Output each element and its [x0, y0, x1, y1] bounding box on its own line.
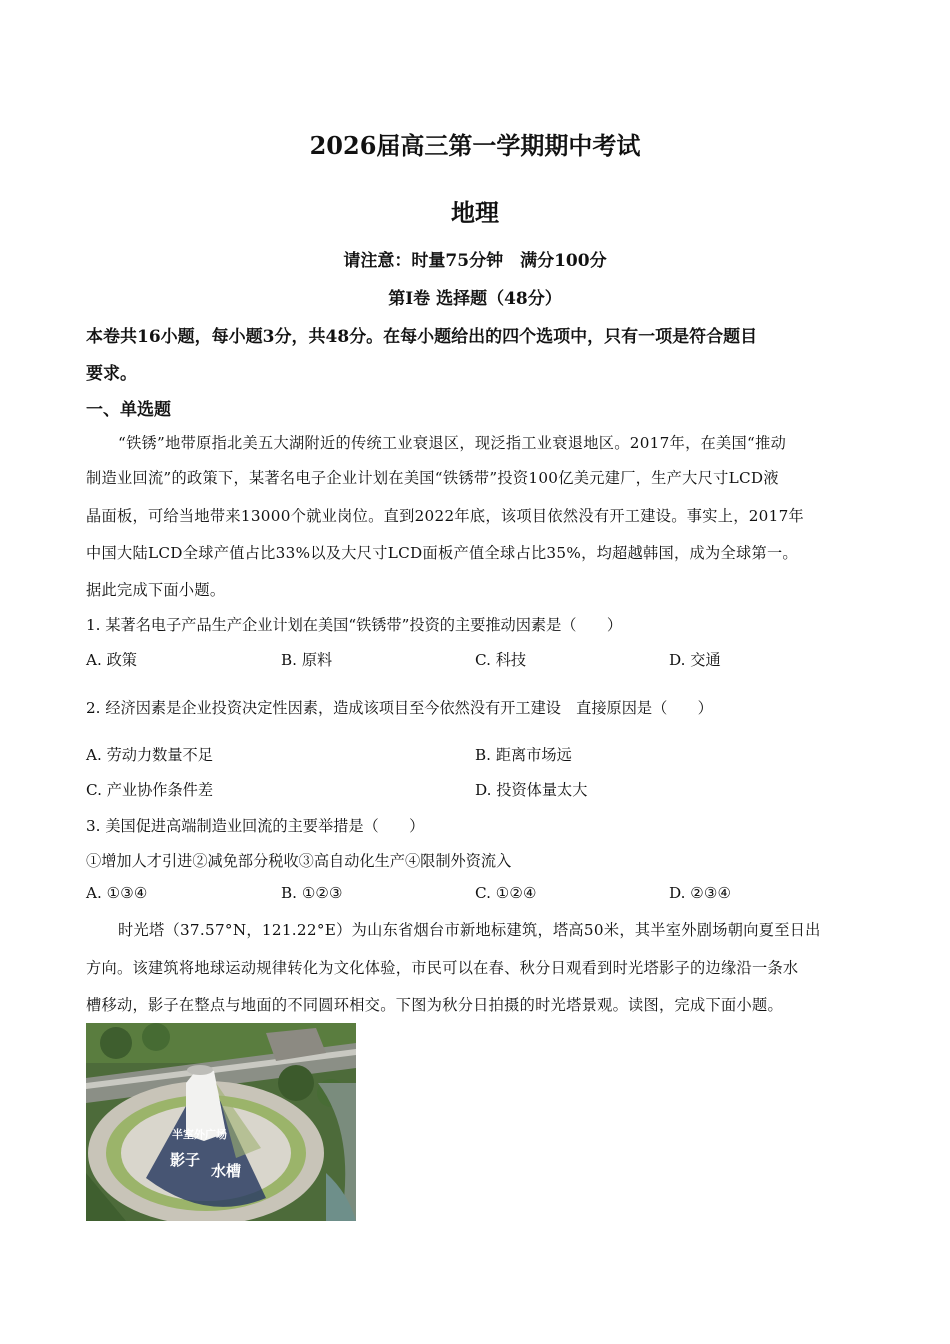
exam-title: 2026届高三第一学期期中考试	[309, 131, 641, 160]
passage1-line: 制造业回流”的政策下，某著名电子企业计划在美国“铁锈带”投资100亿美元建厂，生产大尺寸LCD液	[86, 469, 779, 487]
instructions-line-2: 要求。	[86, 364, 137, 384]
instructions-line-1: 本卷共16小题，每小题3分，共48分。在每小题给出的四个选项中，只有一项是符合题目	[86, 327, 758, 347]
passage2-line: 方向。该建筑将地球运动规律转化为文化体验，市民可以在春、秋分日观看到时光塔影子的边缘沿一条水	[86, 959, 799, 977]
question-2-option-d[interactable]: D. 投资体量太大	[475, 781, 588, 799]
question-3-stem: 3. 美国促进高端制造业回流的主要举措是（ ）	[86, 817, 425, 835]
question-1-option-d[interactable]: D. 交通	[669, 651, 721, 669]
subject-title: 地理	[451, 198, 499, 227]
question-1-option-a[interactable]: A. 政策	[86, 651, 137, 669]
question-2-option-c[interactable]: C. 产业协作条件差	[86, 781, 214, 799]
passage2-line: 时光塔（37.57°N，121.22°E）为山东省烟台市新地标建筑，塔高50米，其半室外剧场朝向夏至日出	[118, 921, 821, 939]
passage1-line: 据此完成下面小题。	[86, 581, 226, 599]
question-1-option-c[interactable]: C. 科技	[475, 651, 527, 669]
water-channel-label: 水槽	[211, 1162, 242, 1180]
time-tower-aerial-photo	[86, 1023, 356, 1221]
passage1-line: 晶面板，可给当地带来13000个就业岗位。直到2022年底，该项目依然没有开工建设。事实上，2017年	[86, 507, 805, 525]
question-1-option-b[interactable]: B. 原料	[281, 651, 333, 669]
passage2-line: 槽移动，影子在整点与地面的不同圆环相交。下图为秋分日拍摄的时光塔景观。读图，完成下面小题。	[86, 996, 783, 1014]
passage1-line: “铁锈”地带原指北美五大湖附近的传统工业衰退区，现泛指工业衰退地区。2017年，在美国“推动	[118, 434, 787, 452]
question-3-option-d[interactable]: D. ②③④	[669, 884, 732, 902]
question-3-option-b[interactable]: B. ①②③	[281, 884, 343, 902]
photo-illustration	[86, 1023, 356, 1221]
question-3-option-a[interactable]: A. ①③④	[86, 884, 148, 902]
question-2-option-b[interactable]: B. 距离市场远	[475, 746, 572, 764]
part-title: 一、单选题	[86, 400, 171, 420]
passage1-line: 中国大陆LCD全球产值占比33%以及大尺寸LCD面板产值全球占比35%，均超越韩国，成为全球第一。	[86, 544, 798, 562]
plaza-label: 半室外广场	[172, 1128, 227, 1141]
question-2-stem: 2. 经济因素是企业投资决定性因素，造成该项目至今依然没有开工建设 直接原因是（ ）	[86, 699, 713, 717]
question-1-stem: 1. 某著名电子产品生产企业计划在美国“铁锈带”投资的主要推动因素是（ ）	[86, 616, 623, 634]
question-3-substem: ①增加人才引进②减免部分税收③高自动化生产④限制外资流入	[86, 852, 512, 870]
question-2-option-a[interactable]: A. 劳动力数量不足	[86, 746, 213, 764]
section-title: 第Ⅰ卷 选择题（48分）	[388, 289, 562, 309]
exam-notice: 请注意：时量75分钟 满分100分	[343, 251, 607, 271]
question-3-option-c[interactable]: C. ①②④	[475, 884, 537, 902]
shadow-label: 影子	[170, 1151, 201, 1169]
